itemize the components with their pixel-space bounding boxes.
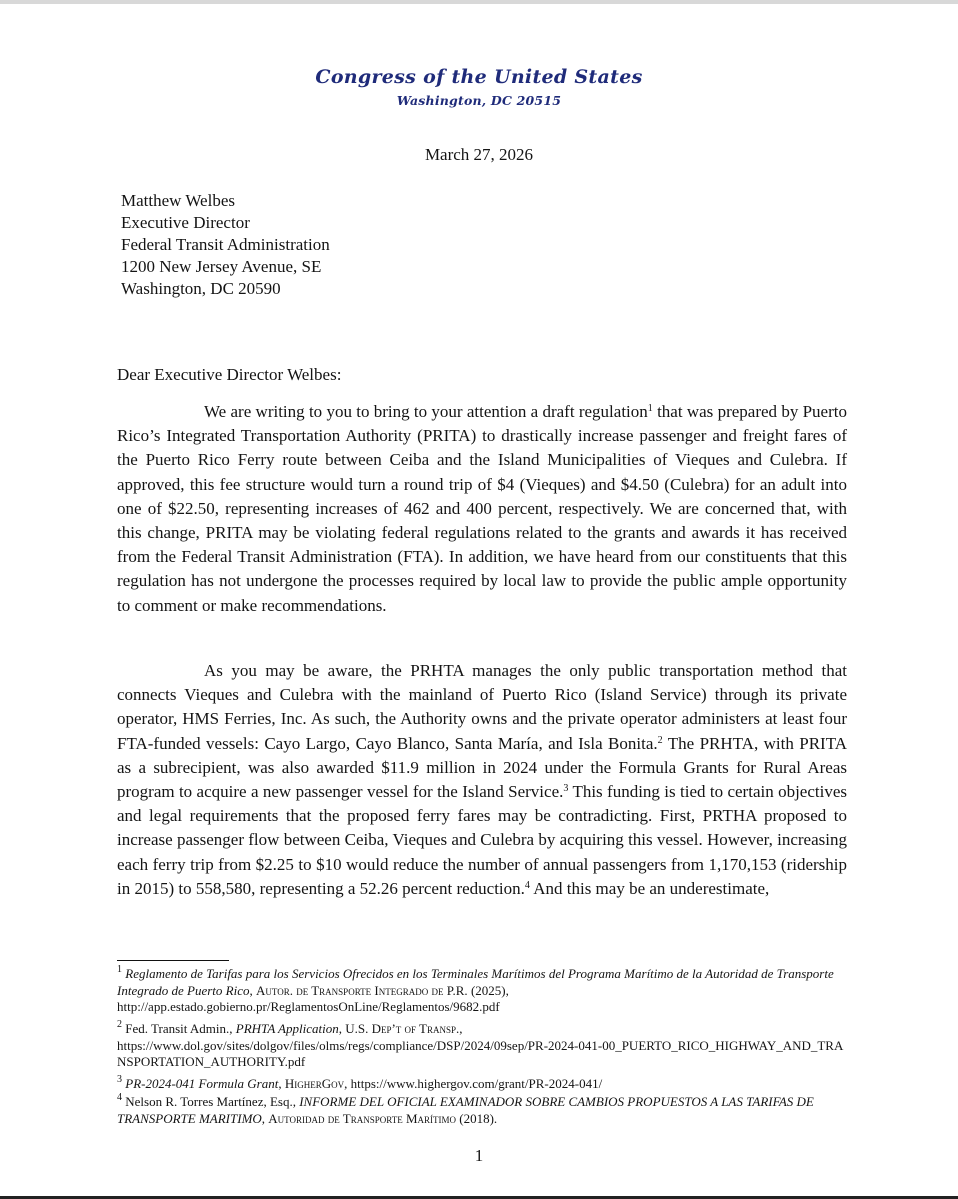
footnote-4-mark: 4 xyxy=(117,1092,122,1103)
footnote-2: $^2$ Fed. Transit Admin., PRHTA Application, U.S. Dep’t of Transp., https://www.dol.gov/sites/dolgov/files/olms/regs/compliance/DSP/2024/09sep/PR-2024-041-00_PUERTO_RICO_HIGHWAY_AND_TRANSPORTATION_AUTHORITY.pdf xyxy=(117,1019,844,1069)
footnote-ref-4: 4 xyxy=(524,879,530,891)
p2-text-a: As you may be aware, the PRHTA manages the only public transportation method that connects Vieques and Culebra with the mainland of Puerto Rico (Island Service) through its private operator, HMS Ferries, Inc. As such, the Authority owns and the private operator administers at least four FTA-funded vessels: Cayo Largo, Cayo Blanco, Santa María, and Isla Bonita. xyxy=(117,661,847,753)
footnote-4-source: Autoridad de Transporte Marítimo xyxy=(268,1110,456,1126)
p2-text-b: The PRHTA, with PRITA as a subrecipient, was also awarded $11.9 million in 2024 under the Formula Grants for Rural Areas program to acquire a new passenger vessel for the Island Service. xyxy=(117,733,847,802)
recipient-name: Matthew Welbes xyxy=(121,191,235,210)
p2-text-c: This funding is tied to certain objectives and legal requirements that the proposed ferry fares may be contradicting. First, PRTHA proposed to increase passenger flow between Ceiba, Vieques and Culebra by acquiring this vessel. However, increasing each ferry trip from $2.25 to $10 would reduce the number of annual passengers from 1,170,153 (ridership in 2015) to 558,580, representing a 52.26 percent reduction. xyxy=(117,782,847,898)
letterhead-location: Washington, DC 20515 xyxy=(396,93,562,108)
footnote-ref-2: 2 xyxy=(657,734,663,746)
recipient-title: Executive Director xyxy=(121,213,250,232)
footnote-divider xyxy=(117,960,229,961)
footnote-1-mark: 1 xyxy=(117,964,122,975)
page-number: 1 xyxy=(474,1146,484,1165)
footnote-2-org: Fed. Transit Admin., xyxy=(125,1021,233,1036)
footnote-1-source: Autor. de Transporte Integrado de P.R. xyxy=(256,982,468,998)
body-paragraph-1 xyxy=(117,400,847,618)
footnote-2-title: PRHTA Application xyxy=(235,1021,339,1036)
footnote-3-url[interactable]: https://www.highergov.com/grant/PR-2024-041/ xyxy=(350,1076,603,1091)
footnote-2-mark: 2 xyxy=(117,1019,122,1030)
salutation: Dear Executive Director Welbes: xyxy=(117,365,342,384)
recipient-city: Washington, DC 20590 xyxy=(121,279,281,298)
footnote-1-year: (2025), xyxy=(470,982,509,998)
footnote-ref-3: 3 xyxy=(563,783,569,795)
footnote-2-source: U.S. Dep’t of Transp. xyxy=(345,1021,460,1036)
footnote-3: $^3$ PR-2024-041 Formula Grant, HigherGov, https://www.highergov.com/grant/PR-2024-041/ xyxy=(117,1074,603,1091)
footnote-1-title: Reglamento de Tarifas para los Servicios Ofrecidos en los Terminales Marítimos del Programa Marítimo de la Autoridad de Transporte Integrado de Puerto Rico xyxy=(117,966,834,998)
p1-text-a: We are writing to you to bring to your attention a draft regulation xyxy=(204,402,648,421)
body-paragraph-2 xyxy=(117,659,847,901)
p2-text-d: And this may be an underestimate, xyxy=(529,878,770,898)
footnote-4-author: Nelson R. Torres Martínez, Esq., xyxy=(125,1094,296,1109)
footnote-2-url[interactable]: https://www.dol.gov/sites/dolgov/files/olms/regs/compliance/DSP/2024/09sep/PR-2024-041-00_PUERTO_RICO_HIGHWAY_AND_TRANSPORTATION_AUTHORITY.pdf xyxy=(117,1037,844,1069)
footnote-1: $^1$ Reglamento de Tarifas para los Servicios Ofrecidos en los Terminales Marítimos del Programa Marítimo de la Autoridad de Transporte Integrado de Puerto Rico, Autor. de Transporte Integrado de P.R. (2025), http://app.estado.gobierno.pr/ReglamentosOnLine/Reglamentos/9682.pdf xyxy=(117,964,834,1014)
footnote-3-source: HigherGov xyxy=(284,1076,345,1091)
p1-text-b: that was prepared by Puerto Rico’s Integrated Transportation Authority (PRITA) to drastically increase passenger and freight fares of the Puerto Rico Ferry route between Ceiba and the Island Municipalities of Vieques and Culebra. If approved, this fee structure would turn a round trip of $4 (Vieques) and $4.50 (Culebra) for an adult into one of $22.50, representing increases of 462 and 400 percent, respectively. We are concerned that, with this change, PRITA may be violating federal regulations related to the grants and awards it has received from the Federal Transit Administration (FTA). In addition, we have heard from our constituents that this regulation has not undergone the processes required by local law to provide the public ample opportunity to comment or make recommendations. xyxy=(117,402,847,615)
footnote-3-mark: 3 xyxy=(117,1074,122,1085)
footnote-4: $^4$ Nelson R. Torres Martínez, Esq., INFORME DEL OFICIAL EXAMINADOR SOBRE CAMBIOS PROPUESTOS A LAS TARIFAS DE TRANSPORTE MARITIMO, Autoridad de Transporte Marítimo (2018). xyxy=(117,1092,814,1126)
footnote-1-url[interactable]: http://app.estado.gobierno.pr/ReglamentosOnLine/Reglamentos/9682.pdf xyxy=(117,999,500,1014)
letter-date: March 27, 2026 xyxy=(424,145,534,164)
letterhead-title: Congress of the United States xyxy=(315,66,643,88)
footnote-4-title: INFORME DEL OFICIAL EXAMINADOR SOBRE CAMBIOS PROPUESTOS A LAS TARIFAS DE TRANSPORTE MARITIMO xyxy=(117,1094,814,1126)
footnote-ref-1: 1 xyxy=(647,403,653,414)
recipient-street: 1200 New Jersey Avenue, SE xyxy=(121,257,322,276)
recipient-address xyxy=(121,190,330,300)
footnote-4-year: (2018). xyxy=(459,1110,498,1126)
recipient-org: Federal Transit Administration xyxy=(121,235,330,254)
footnote-3-title: PR-2024-041 Formula Grant xyxy=(125,1076,279,1091)
